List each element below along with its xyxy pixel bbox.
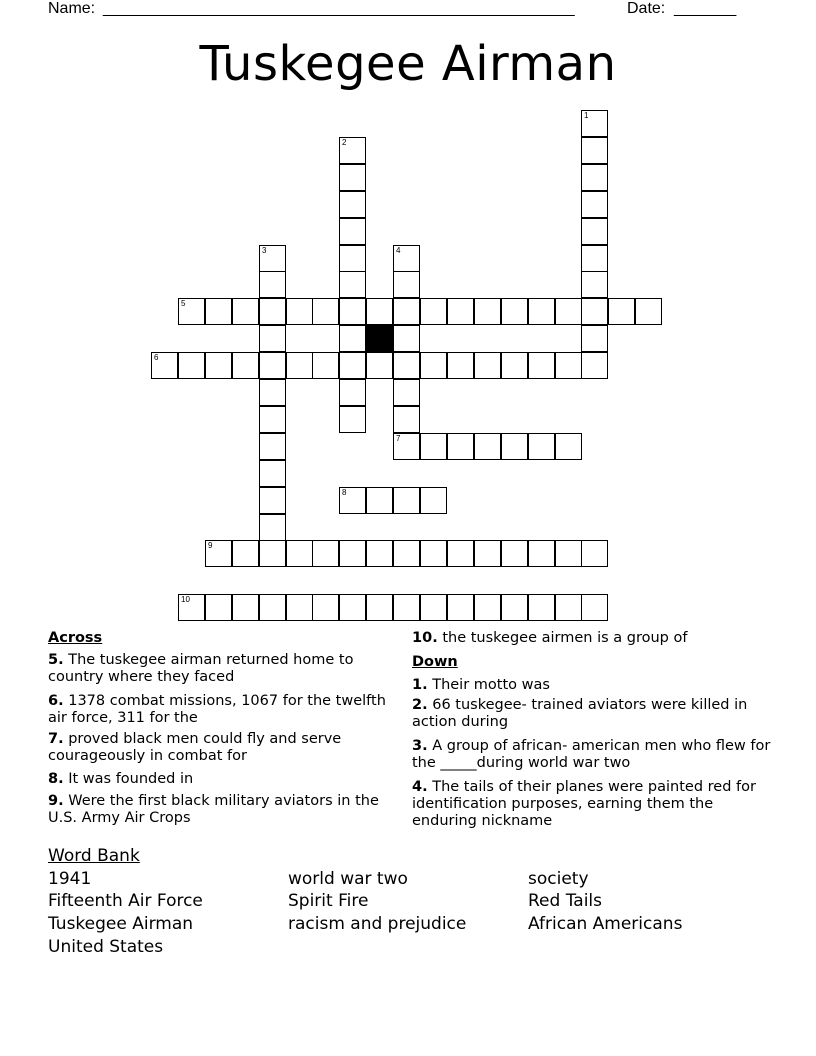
crossword-cell[interactable] (151, 352, 178, 379)
crossword-cell[interactable] (528, 540, 555, 567)
crossword-cell[interactable] (205, 594, 232, 621)
cell-number: 9 (208, 541, 213, 550)
clue-number: 6 (48, 693, 59, 709)
crossword-cell[interactable] (366, 540, 393, 567)
crossword-cell[interactable] (366, 298, 393, 325)
clue-text: 1378 combat missions, 1067 for the twelfth air force, 311 for the (48, 693, 386, 726)
crossword-cell[interactable] (339, 540, 366, 567)
clue-number: 5 (48, 652, 59, 668)
crossword-cell[interactable] (259, 540, 286, 567)
crossword-cell[interactable] (555, 433, 582, 460)
clue-across-7: 7. proved black men could fly and serve courageously in combat for (48, 731, 342, 764)
crossword-cell[interactable] (581, 594, 608, 621)
clue-number: 7 (48, 731, 59, 747)
crossword-cell[interactable] (581, 540, 608, 567)
cell-number: 2 (342, 138, 347, 147)
crossword-cell[interactable] (581, 137, 608, 164)
crossword-cell[interactable] (339, 487, 366, 514)
clue-number: 9 (48, 793, 59, 809)
crossword-cell[interactable] (393, 298, 420, 325)
crossword-cell[interactable] (474, 594, 501, 621)
clue-down-2: 2. 66 tuskegee- trained aviators were killed in action during (412, 697, 748, 730)
name-label: Name: (48, 0, 96, 17)
crossword-cell[interactable] (339, 191, 366, 218)
crossword-cell[interactable] (393, 325, 420, 352)
crossword-cell[interactable] (528, 352, 555, 379)
crossword-cell[interactable] (447, 352, 474, 379)
crossword-cell[interactable] (339, 164, 366, 191)
clue-text: the tuskegee airmen is a group of (442, 630, 688, 646)
cell-number: 5 (181, 299, 186, 308)
crossword-cell[interactable] (339, 298, 366, 325)
clue-number: 3 (412, 738, 423, 754)
clue-text: Were the first black military aviators in the U.S. Army Air Crops (48, 793, 379, 826)
crossword-cell[interactable] (555, 352, 582, 379)
crossword-cell[interactable] (259, 271, 286, 298)
crossword-cell[interactable] (420, 298, 447, 325)
crossword-cell[interactable] (474, 540, 501, 567)
word-bank-item: world war two (288, 869, 408, 889)
crossword-cell[interactable] (259, 433, 286, 460)
crossword-cell[interactable] (286, 352, 313, 379)
crossword-cell[interactable] (259, 514, 286, 541)
crossword-cell[interactable] (366, 594, 393, 621)
crossword-cell[interactable] (501, 594, 528, 621)
crossword-cell[interactable] (259, 352, 286, 379)
word-bank-heading: Word Bank (48, 846, 140, 866)
clue-down-3: 3. A group of african- american men who flew for the _____during world war two (412, 738, 771, 771)
crossword-cell[interactable] (178, 352, 205, 379)
crossword-cell[interactable] (312, 352, 339, 379)
clue-text: 66 tuskegee- trained aviators were killed in action during (412, 697, 748, 730)
crossword-cell[interactable] (339, 406, 366, 433)
word-bank-item: African Americans (528, 914, 683, 934)
word-bank-item: United States (48, 937, 164, 957)
crossword-cell[interactable] (581, 218, 608, 245)
crossword-cell[interactable] (501, 298, 528, 325)
cell-number: 6 (154, 353, 159, 362)
across-heading: Across (48, 630, 103, 646)
crossword-cell[interactable] (312, 540, 339, 567)
crossword-cell[interactable] (581, 298, 608, 325)
crossword-cell[interactable] (581, 191, 608, 218)
crossword-cell[interactable] (581, 352, 608, 379)
crossword-cell[interactable] (339, 352, 366, 379)
crossword-cell[interactable] (286, 298, 313, 325)
crossword-cell[interactable] (420, 540, 447, 567)
clue-across-8: 8. It was founded in (48, 771, 194, 787)
clue-text: It was founded in (68, 771, 194, 787)
word-bank-item: Tuskegee Airman (48, 914, 194, 934)
crossword-cell[interactable] (447, 594, 474, 621)
cell-number: 10 (181, 595, 190, 604)
cell-number: 1 (584, 111, 589, 120)
crossword-cell[interactable] (259, 298, 286, 325)
crossword-cell[interactable] (339, 271, 366, 298)
clue-across-9: 9. Were the first black military aviators in the U.S. Army Air Crops (48, 793, 379, 826)
crossword-cell[interactable] (232, 298, 259, 325)
clue-text: The tuskegee airman returned home to country where they faced (48, 652, 354, 685)
crossword-cell[interactable] (259, 325, 286, 352)
word-bank-item: 1941 (48, 869, 92, 889)
crossword-cell[interactable] (555, 298, 582, 325)
crossword-cell[interactable] (259, 406, 286, 433)
crossword-cell[interactable] (528, 298, 555, 325)
crossword-black-cell (366, 325, 393, 352)
cell-number: 8 (342, 488, 347, 497)
crossword-cell[interactable] (366, 352, 393, 379)
clue-number: 1 (412, 677, 423, 693)
crossword-cell[interactable] (581, 110, 608, 137)
crossword-cell[interactable] (286, 594, 313, 621)
clue-number: 4 (412, 779, 423, 795)
word-bank-item: racism and prejudice (288, 914, 467, 934)
crossword-cell[interactable] (420, 352, 447, 379)
crossword-cell[interactable] (393, 487, 420, 514)
crossword-cell[interactable] (581, 245, 608, 272)
crossword-cell[interactable] (393, 271, 420, 298)
crossword-cell[interactable] (205, 298, 232, 325)
date-label: Date: (627, 0, 666, 17)
crossword-cell[interactable] (447, 298, 474, 325)
crossword-cell[interactable] (420, 433, 447, 460)
crossword-cell[interactable] (447, 540, 474, 567)
cell-number: 3 (262, 246, 267, 255)
crossword-cell[interactable] (393, 433, 420, 460)
cell-number: 4 (396, 246, 401, 255)
crossword-cell[interactable] (339, 594, 366, 621)
crossword-cell[interactable] (312, 594, 339, 621)
crossword-cell[interactable] (393, 245, 420, 272)
crossword-cell[interactable] (420, 594, 447, 621)
page-title: Tuskegee Airman (199, 36, 617, 92)
crossword-cell[interactable] (581, 271, 608, 298)
crossword-cell[interactable] (259, 460, 286, 487)
crossword-cell[interactable] (205, 540, 232, 567)
clue-text: proved black men could fly and serve courageously in combat for (48, 731, 342, 764)
crossword-cell[interactable] (528, 433, 555, 460)
crossword-cell[interactable] (393, 594, 420, 621)
cell-number: 7 (396, 434, 401, 443)
crossword-cell[interactable] (447, 433, 474, 460)
crossword-cell[interactable] (555, 594, 582, 621)
crossword-cell[interactable] (608, 298, 635, 325)
word-bank-item: society (528, 869, 589, 889)
crossword-cell[interactable] (339, 218, 366, 245)
crossword-cell[interactable] (259, 245, 286, 272)
crossword-cell[interactable] (501, 540, 528, 567)
crossword-cell[interactable] (232, 540, 259, 567)
crossword-cell[interactable] (339, 325, 366, 352)
crossword-cell[interactable] (232, 594, 259, 621)
crossword-cell[interactable] (178, 298, 205, 325)
crossword-cell[interactable] (501, 433, 528, 460)
crossword-cell[interactable] (259, 487, 286, 514)
word-bank-item: Red Tails (528, 891, 602, 911)
crossword-cell[interactable] (259, 379, 286, 406)
crossword-cell[interactable] (312, 298, 339, 325)
name-field[interactable]: _____________________________________________________ (103, 0, 575, 17)
crossword-cell[interactable] (635, 298, 662, 325)
crossword-cell[interactable] (339, 245, 366, 272)
crossword-cell[interactable] (366, 487, 393, 514)
clue-text: Their motto was (432, 677, 550, 693)
crossword-cell[interactable] (555, 540, 582, 567)
crossword-cell[interactable] (581, 164, 608, 191)
crossword-cell[interactable] (286, 540, 313, 567)
crossword-cell[interactable] (420, 487, 447, 514)
crossword-cell[interactable] (205, 352, 232, 379)
crossword-cell[interactable] (528, 594, 555, 621)
clue-text: The tails of their planes were painted red for identification purposes, earning them the enduring nickname (412, 779, 756, 829)
word-bank-item: Fifteenth Air Force (48, 891, 203, 911)
crossword-cell[interactable] (339, 379, 366, 406)
clue-number: 2 (412, 697, 423, 713)
crossword-cell[interactable] (393, 406, 420, 433)
clue-down-4: 4. The tails of their planes were painted red for identification purposes, earning them the enduring nickname (412, 779, 756, 829)
date-field[interactable]: _______ (674, 0, 737, 17)
word-bank-item: Spirit Fire (288, 891, 369, 911)
clue-across-5: 5. The tuskegee airman returned home to country where they faced (48, 652, 354, 685)
crossword-cell[interactable] (581, 325, 608, 352)
crossword-cell[interactable] (232, 352, 259, 379)
clue-number: 8 (48, 771, 59, 787)
crossword-cell[interactable] (501, 352, 528, 379)
clue-number: 10 (412, 630, 433, 646)
crossword-cell[interactable] (393, 540, 420, 567)
crossword-cell[interactable] (474, 433, 501, 460)
crossword-cell[interactable] (474, 352, 501, 379)
crossword-cell[interactable] (339, 137, 366, 164)
down-heading: Down (412, 654, 458, 670)
crossword-cell[interactable] (393, 379, 420, 406)
clue-down-1: 1. Their motto was (412, 677, 550, 693)
crossword-cell[interactable] (474, 298, 501, 325)
clue-across-6: 6. 1378 combat missions, 1067 for the twelfth air force, 311 for the (48, 693, 386, 726)
crossword-cell[interactable] (259, 594, 286, 621)
clue-across-10: 10. the tuskegee airmen is a group of (412, 630, 688, 646)
crossword-cell[interactable] (178, 594, 205, 621)
crossword-cell[interactable] (393, 352, 420, 379)
clue-text: A group of african- american men who flew for the _____during world war two (412, 738, 771, 771)
